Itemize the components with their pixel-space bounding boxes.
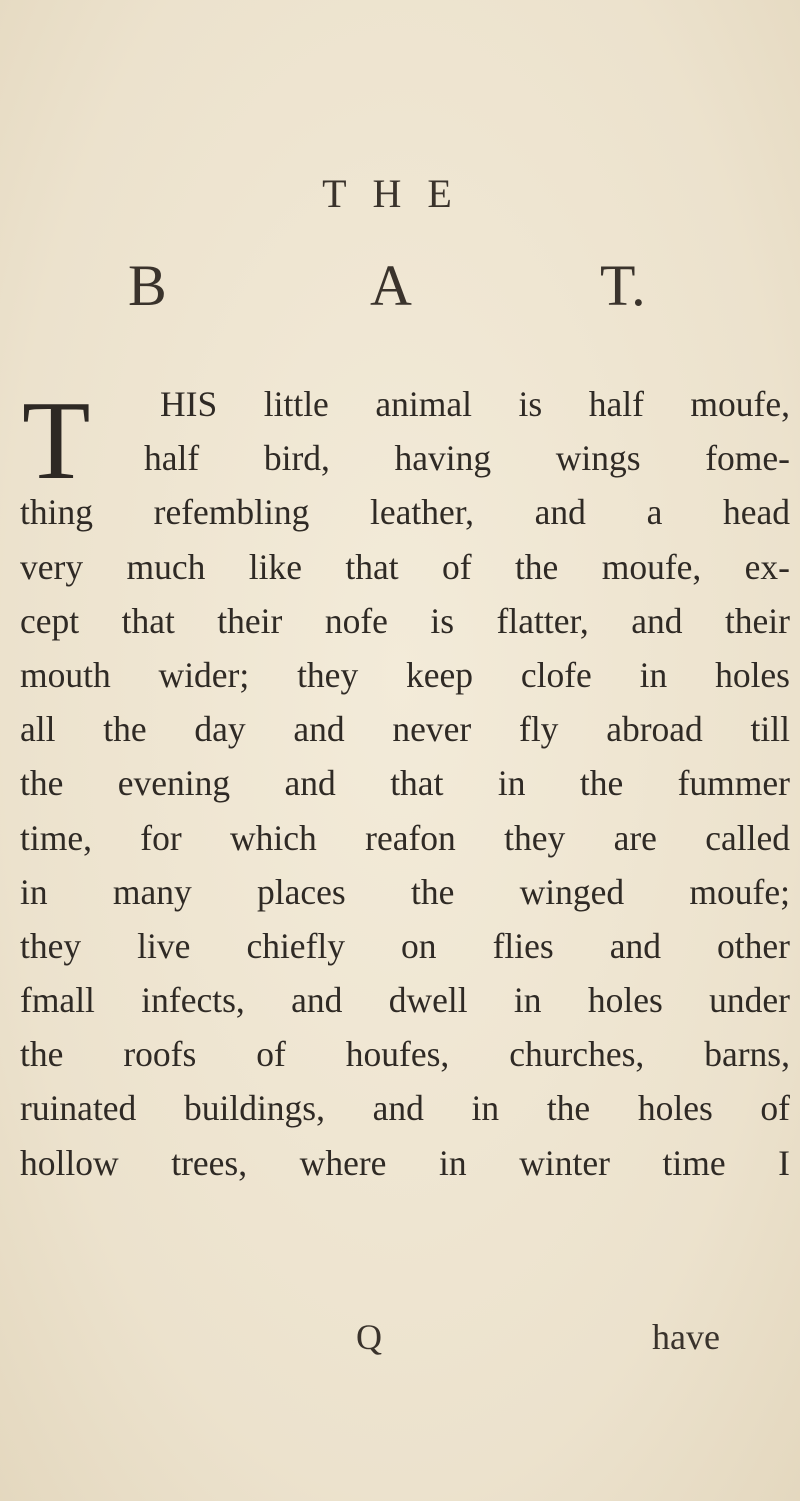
title-letter-b: B	[128, 253, 167, 318]
text-line: all the day and never fly abroad till	[20, 709, 790, 750]
text-line: cept that their nofe is flatter, and their	[20, 600, 790, 641]
text-line: they live chiefly on flies and other	[20, 925, 790, 966]
text-line: HIS little animal is half moufe,	[160, 384, 790, 424]
text-line: half bird, having wings fome-	[144, 438, 790, 479]
text-line: mouth wider; they keep clofe in holes	[20, 654, 790, 695]
text-line: ruinated buildings, and in the holes of	[20, 1088, 790, 1129]
text-line: fmall infects, and dwell in holes under	[20, 980, 790, 1021]
body-text	[20, 377, 790, 1190]
text-line: hollow trees, where in winter time I	[20, 1142, 790, 1183]
running-head: THE	[322, 171, 478, 216]
text-line: the roofs of houfes, churches, barns,	[20, 1034, 790, 1075]
text-line: in many places the winged moufe;	[20, 871, 790, 912]
catchword: have	[652, 1317, 720, 1357]
text-line: time, for which reafon they are called	[20, 817, 790, 858]
text-line: the evening and that in the fummer	[20, 763, 790, 804]
text-line: thing refembling leather, and a head	[20, 492, 790, 533]
title-letter-t: T.	[600, 253, 646, 318]
drop-cap: T	[22, 379, 91, 503]
text-line: very much like that of the moufe, ex-	[20, 546, 790, 587]
signature-mark: Q	[356, 1317, 382, 1357]
title-letter-a: A	[370, 253, 412, 318]
